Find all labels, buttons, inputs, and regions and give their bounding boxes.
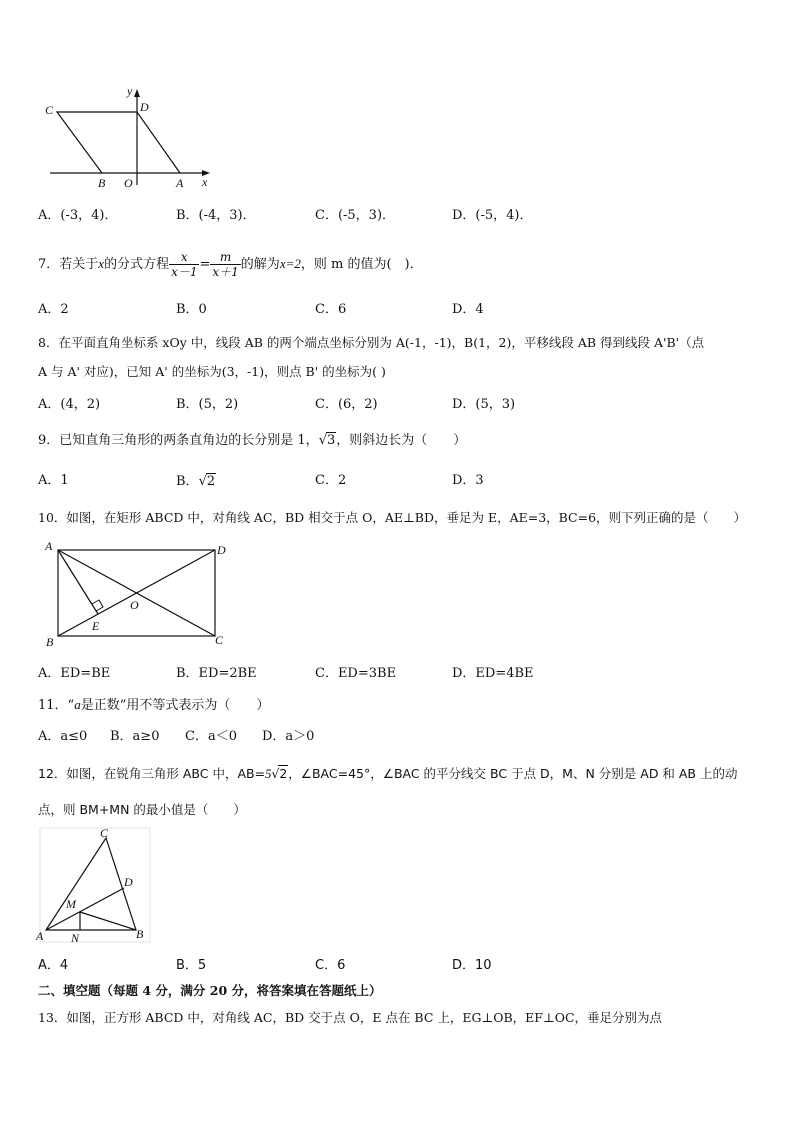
q11-var: a (74, 697, 81, 712)
segment-ae (58, 550, 98, 614)
q10-option-a: A．ED=BE (38, 666, 111, 681)
y-axis-arrow (134, 89, 140, 97)
q8-option-d: D．(5，3) (452, 397, 516, 412)
q6-coordinate-figure (40, 85, 220, 195)
q10-rectangle-figure (40, 538, 240, 650)
q7-prefix: 7．若关于 (38, 257, 99, 272)
label-e: E (92, 619, 100, 633)
label-c: C (100, 826, 109, 840)
q7-var-x: x (98, 256, 105, 271)
q9-suffix: ，则斜边长为（ ） (336, 433, 467, 448)
label-d: D (124, 875, 133, 889)
label-b: B (136, 927, 144, 941)
q10-option-d: D．ED=4BE (452, 666, 534, 681)
q6-option-d: D．(-5，4)． (452, 208, 533, 223)
q11-prefix: 11．“ (38, 698, 75, 713)
q11-option-c: C．a＜0 (185, 729, 237, 744)
q7-option-c: C．6 (315, 302, 347, 317)
label-b: B (98, 176, 106, 190)
label-a: A (45, 539, 53, 553)
q10-question: 10．如图，在矩形 ABCD 中，对角线 AC，BD 相交于点 O，AE⊥BD，垂足为 E，AE=3，BC=6，则下列正确的是（ ） (38, 510, 747, 525)
label-o: O (130, 598, 139, 612)
bisector-ad (46, 888, 124, 930)
label-b: B (46, 635, 54, 649)
right-angle-mark (92, 600, 103, 611)
q9-option-d: D．3 (452, 473, 484, 488)
q9-option-b-sqrt: 2 (206, 474, 216, 489)
q12-suffix: ，∠BAC=45°，∠BAC 的平分线交 BC 于点 D，M、N 分别是 AD 和 AB 上的动 (288, 766, 738, 781)
label-a: A (176, 176, 184, 190)
label-m: M (66, 897, 76, 911)
q6-option-a: A．(-3，4)． (38, 208, 118, 223)
q9-sqrt-value: 3 (326, 433, 336, 448)
q9-option-c: C．2 (315, 473, 347, 488)
q12-sqrt-value: 2 (279, 766, 288, 781)
q9-option-b: B．√2 (176, 474, 216, 489)
q7-frac2-den: x＋1 (212, 265, 239, 279)
q12-triangle-figure (34, 826, 154, 946)
q11-option-a: A．a≤0 (38, 729, 88, 744)
label-d: D (217, 543, 226, 557)
q7-fraction-left (169, 250, 199, 279)
q8-option-b: B．(5，2) (176, 397, 239, 412)
q8-line2: A 与 A' 对应)，已知 A' 的坐标为(3，-1)，则点 B' 的坐标为( ) (38, 364, 386, 379)
q9-option-b-label: B． (176, 474, 199, 489)
label-d: D (140, 100, 149, 114)
label-c: C (45, 103, 54, 117)
q12-option-d: D．10 (452, 958, 492, 973)
q11-option-d: D．a＞0 (262, 729, 315, 744)
q10-option-b: B．ED=2BE (176, 666, 257, 681)
q7-frac2-num: m (210, 250, 240, 265)
q9-option-a: A．1 (38, 473, 69, 488)
section2-title: 二、填空题（每题 4 分，满分 20 分，将答案填在答题纸上） (38, 983, 382, 998)
q11-suffix: 是正数”用不等式表示为（ ） (80, 698, 270, 713)
q12-line2: 点，则 BM+MN 的最小值是（ ） (38, 802, 246, 817)
q7-suffix: ，则 m 的值为( )． (300, 257, 423, 272)
q11-option-b: B．a≥0 (110, 729, 160, 744)
q12-option-b: B．5 (176, 958, 207, 973)
q7-fraction-right (210, 250, 240, 279)
q8-option-c: C．(6，2) (315, 397, 378, 412)
label-n: N (71, 931, 80, 945)
q12-prefix: 12．如图，在锐角三角形 ABC 中，AB= (38, 766, 266, 781)
q9-prefix: 9．已知直角三角形的两条直角边的长分别是 1， (38, 433, 319, 448)
segment-bm (80, 912, 136, 930)
q12-option-c: C．6 (315, 958, 346, 973)
q7-frac1-num: x (169, 250, 199, 265)
q8-option-a: A．(4，2) (38, 397, 101, 412)
q8-line1: 8．在平面直角坐标系 xOy 中，线段 AB 的两个端点坐标分别为 A(-1，-1)，B(1，2)，平移线段 AB 得到线段 A'B'（点 (38, 335, 705, 350)
q12-option-a: A．4 (38, 958, 69, 973)
label-a: A (36, 929, 44, 943)
q12-coef: 5 (265, 767, 272, 781)
q7-option-d: D．4 (452, 302, 484, 317)
parallelogram (57, 112, 180, 173)
label-o: O (124, 176, 133, 190)
q12-question: 12．如图，在锐角三角形 ABC 中，AB=5√2，∠BAC=45°，∠BAC 的平分线交 BC 于点 D，M、N 分别是 AD 和 AB 上的动 (38, 766, 738, 781)
q7-mid2: 的解为 (240, 257, 280, 272)
q7-option-a: A．2 (38, 302, 69, 317)
q9-question: 9．已知直角三角形的两条直角边的长分别是 1，√3，则斜边长为（ ） (38, 433, 467, 448)
q6-option-b: B．(-4，3)． (176, 208, 256, 223)
q7-condition: x=2 (279, 256, 301, 271)
label-c: C (215, 633, 224, 647)
label-x: x (202, 175, 208, 189)
label-y: y (127, 84, 133, 98)
q7-equals: = (199, 257, 211, 272)
q11-question (38, 697, 269, 714)
q7-question (38, 247, 423, 282)
q6-option-c: C．(-5，3)． (315, 208, 396, 223)
q13-question: 13．如图，正方形 ABCD 中，对角线 AC，BD 交于点 O，E 点在 BC 上，EG⊥OB，EF⊥OC，垂足分别为点 (38, 1010, 663, 1025)
q7-mid: 的分式方程 (104, 257, 170, 272)
q7-option-b: B．0 (176, 302, 207, 317)
q10-option-c: C．ED=3BE (315, 666, 397, 681)
q7-frac1-den: x－1 (171, 265, 198, 279)
triangle-abc (46, 838, 136, 930)
